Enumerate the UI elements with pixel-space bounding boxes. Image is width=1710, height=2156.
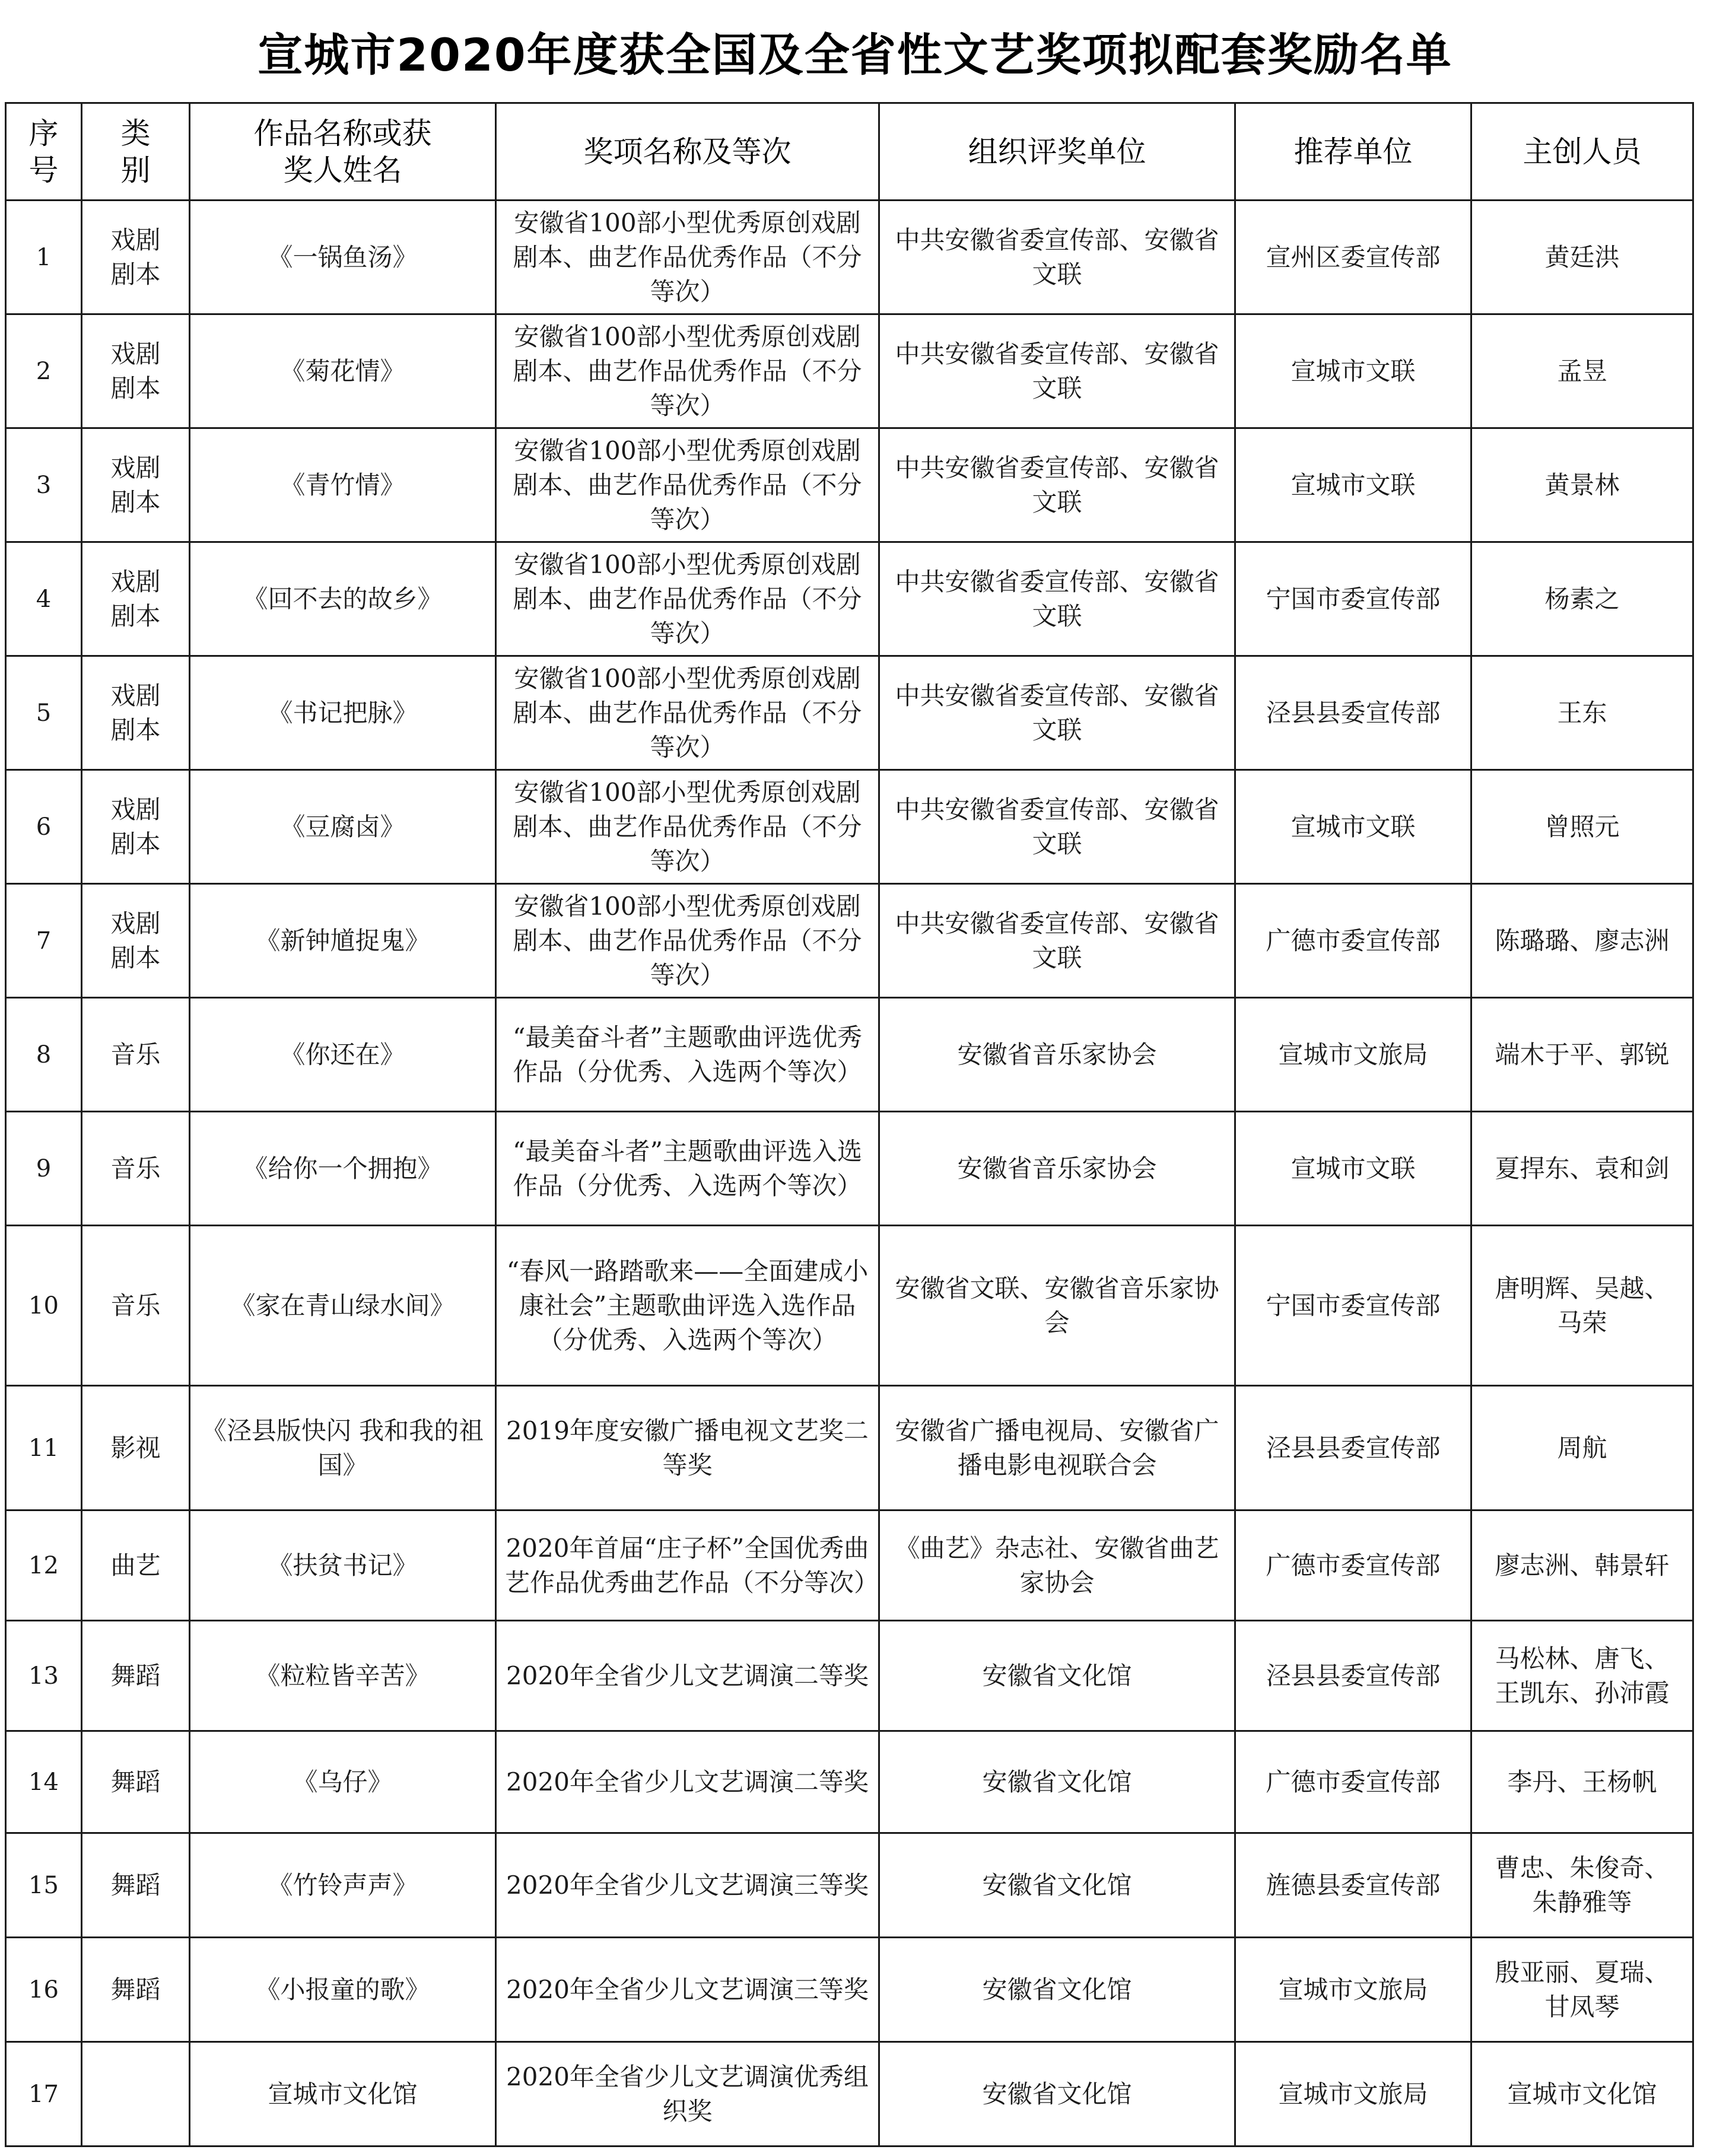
cell-award: 2020年全省少儿文艺调演优秀组织奖	[496, 2042, 879, 2147]
cell-category: 舞蹈	[82, 1938, 190, 2042]
cell-index: 7	[6, 884, 82, 998]
cell-recommender: 宣城市文联	[1235, 428, 1471, 542]
cell-recommender: 广德市委宣传部	[1235, 1511, 1471, 1621]
cell-recommender: 宣州区委宣传部	[1235, 201, 1471, 314]
cell-index: 2	[6, 314, 82, 428]
cell-award: 2020年全省少儿文艺调演二等奖	[496, 1621, 879, 1731]
cell-creators: 李丹、王杨帆	[1471, 1731, 1693, 1833]
cell-recommender: 宣城市文旅局	[1235, 1938, 1471, 2042]
cell-work: 《回不去的故乡》	[190, 542, 496, 656]
cell-work: 《新钟馗捉鬼》	[190, 884, 496, 998]
cell-index: 4	[6, 542, 82, 656]
cell-award: 2020年全省少儿文艺调演三等奖	[496, 1938, 879, 2042]
cell-category: 舞蹈	[82, 1731, 190, 1833]
cell-award: 安徽省100部小型优秀原创戏剧剧本、曲艺作品优秀作品（不分等次）	[496, 770, 879, 884]
cell-work: 宣城市文化馆	[190, 2042, 496, 2147]
cell-award: “春风一路踏歌来——全面建成小康社会”主题歌曲评选入选作品（分优秀、入选两个等次）	[496, 1226, 879, 1386]
cell-creators: 曾照元	[1471, 770, 1693, 884]
cell-work: 《粒粒皆辛苦》	[190, 1621, 496, 1731]
table-row	[6, 1112, 1693, 1226]
cell-organizer: 安徽省文联、安徽省音乐家协会	[879, 1226, 1235, 1386]
table-row	[6, 1833, 1693, 1938]
cell-creators: 王东	[1471, 656, 1693, 770]
cell-organizer: 中共安徽省委宣传部、安徽省文联	[879, 314, 1235, 428]
cell-organizer: 安徽省文化馆	[879, 1833, 1235, 1938]
cell-organizer: 安徽省文化馆	[879, 1938, 1235, 2042]
cell-index: 17	[6, 2042, 82, 2147]
cell-category: 影视	[82, 1386, 190, 1511]
cell-work: 《竹铃声声》	[190, 1833, 496, 1938]
award-table	[5, 102, 1694, 2147]
cell-award: 2020年全省少儿文艺调演三等奖	[496, 1833, 879, 1938]
cell-award: 安徽省100部小型优秀原创戏剧剧本、曲艺作品优秀作品（不分等次）	[496, 884, 879, 998]
cell-work: 《小报童的歌》	[190, 1938, 496, 2042]
cell-work: 《青竹情》	[190, 428, 496, 542]
cell-organizer: 安徽省文化馆	[879, 2042, 1235, 2147]
cell-index: 16	[6, 1938, 82, 2042]
cell-award: 2019年度安徽广播电视文艺奖二等奖	[496, 1386, 879, 1511]
cell-recommender: 广德市委宣传部	[1235, 1731, 1471, 1833]
header-index: 序号	[6, 103, 82, 201]
table-row	[6, 1226, 1693, 1386]
cell-organizer: 《曲艺》杂志社、安徽省曲艺家协会	[879, 1511, 1235, 1621]
cell-index: 14	[6, 1731, 82, 1833]
cell-work: 《你还在》	[190, 998, 496, 1112]
cell-category: 音乐	[82, 998, 190, 1112]
header-award: 奖项名称及等次	[496, 103, 879, 201]
cell-recommender: 宣城市文旅局	[1235, 2042, 1471, 2147]
cell-creators: 孟昱	[1471, 314, 1693, 428]
cell-award: 2020年首届“庄子杯”全国优秀曲艺作品优秀曲艺作品（不分等次）	[496, 1511, 879, 1621]
table-row	[6, 1386, 1693, 1511]
cell-category: 戏剧剧本	[82, 201, 190, 314]
cell-award: 2020年全省少儿文艺调演二等奖	[496, 1731, 879, 1833]
cell-category: 舞蹈	[82, 1621, 190, 1731]
cell-index: 9	[6, 1112, 82, 1226]
cell-index: 12	[6, 1511, 82, 1621]
cell-creators: 马松林、唐飞、王凯东、孙沛霞	[1471, 1621, 1693, 1731]
cell-award: 安徽省100部小型优秀原创戏剧剧本、曲艺作品优秀作品（不分等次）	[496, 314, 879, 428]
header-recommender: 推荐单位	[1235, 103, 1471, 201]
cell-index: 13	[6, 1621, 82, 1731]
header-category: 类别	[82, 103, 190, 201]
cell-organizer: 中共安徽省委宣传部、安徽省文联	[879, 656, 1235, 770]
cell-index: 5	[6, 656, 82, 770]
document-title: 宣城市2020年度获全国及全省性文艺奖项拟配套奖励名单	[258, 28, 1452, 81]
cell-category: 音乐	[82, 1112, 190, 1226]
cell-organizer: 中共安徽省委宣传部、安徽省文联	[879, 428, 1235, 542]
table-row	[6, 428, 1693, 542]
cell-work: 《菊花情》	[190, 314, 496, 428]
cell-award: 安徽省100部小型优秀原创戏剧剧本、曲艺作品优秀作品（不分等次）	[496, 428, 879, 542]
table-row	[6, 314, 1693, 428]
cell-category: 戏剧剧本	[82, 770, 190, 884]
cell-creators: 黄廷洪	[1471, 201, 1693, 314]
table-row	[6, 2042, 1693, 2147]
cell-award: “最美奋斗者”主题歌曲评选入选作品（分优秀、入选两个等次）	[496, 1112, 879, 1226]
table-row	[6, 542, 1693, 656]
cell-creators: 夏捍东、袁和剑	[1471, 1112, 1693, 1226]
cell-category: 戏剧剧本	[82, 428, 190, 542]
header-creators: 主创人员	[1471, 103, 1693, 201]
cell-creators: 廖志洲、韩景轩	[1471, 1511, 1693, 1621]
table-body	[6, 201, 1693, 2147]
cell-recommender: 宣城市文联	[1235, 1112, 1471, 1226]
table-row	[6, 884, 1693, 998]
cell-organizer: 中共安徽省委宣传部、安徽省文联	[879, 201, 1235, 314]
table-row	[6, 1938, 1693, 2042]
header-organizer: 组织评奖单位	[879, 103, 1235, 201]
cell-index: 3	[6, 428, 82, 542]
cell-creators: 宣城市文化馆	[1471, 2042, 1693, 2147]
cell-category: 戏剧剧本	[82, 656, 190, 770]
cell-index: 1	[6, 201, 82, 314]
cell-work: 《扶贫书记》	[190, 1511, 496, 1621]
cell-recommender: 宁国市委宣传部	[1235, 1226, 1471, 1386]
cell-creators: 殷亚丽、夏瑞、甘凤琴	[1471, 1938, 1693, 2042]
cell-category: 戏剧剧本	[82, 884, 190, 998]
cell-award: “最美奋斗者”主题歌曲评选优秀作品（分优秀、入选两个等次）	[496, 998, 879, 1112]
cell-category	[82, 2042, 190, 2147]
cell-creators: 端木于平、郭锐	[1471, 998, 1693, 1112]
cell-organizer: 中共安徽省委宣传部、安徽省文联	[879, 542, 1235, 656]
cell-award: 安徽省100部小型优秀原创戏剧剧本、曲艺作品优秀作品（不分等次）	[496, 656, 879, 770]
cell-organizer: 安徽省广播电视局、安徽省广播电影电视联合会	[879, 1386, 1235, 1511]
cell-work: 《给你一个拥抱》	[190, 1112, 496, 1226]
cell-organizer: 安徽省文化馆	[879, 1731, 1235, 1833]
cell-index: 15	[6, 1833, 82, 1938]
cell-organizer: 安徽省音乐家协会	[879, 1112, 1235, 1226]
cell-category: 舞蹈	[82, 1833, 190, 1938]
cell-award: 安徽省100部小型优秀原创戏剧剧本、曲艺作品优秀作品（不分等次）	[496, 201, 879, 314]
cell-work: 《豆腐卤》	[190, 770, 496, 884]
cell-work: 《书记把脉》	[190, 656, 496, 770]
cell-category: 曲艺	[82, 1511, 190, 1621]
cell-recommender: 宣城市文联	[1235, 314, 1471, 428]
cell-index: 6	[6, 770, 82, 884]
header-work: 作品名称或获奖人姓名	[190, 103, 496, 201]
table-row	[6, 201, 1693, 314]
cell-recommender: 泾县县委宣传部	[1235, 1386, 1471, 1511]
table-row	[6, 1621, 1693, 1731]
cell-organizer: 中共安徽省委宣传部、安徽省文联	[879, 884, 1235, 998]
cell-work: 《一锅鱼汤》	[190, 201, 496, 314]
cell-creators: 周航	[1471, 1386, 1693, 1511]
cell-creators: 曹忠、朱俊奇、朱静雅等	[1471, 1833, 1693, 1938]
cell-recommender: 广德市委宣传部	[1235, 884, 1471, 998]
cell-work: 《乌仔》	[190, 1731, 496, 1833]
cell-category: 戏剧剧本	[82, 542, 190, 656]
cell-creators: 杨素之	[1471, 542, 1693, 656]
cell-index: 10	[6, 1226, 82, 1386]
table-row	[6, 1511, 1693, 1621]
cell-recommender: 旌德县委宣传部	[1235, 1833, 1471, 1938]
table-row	[6, 998, 1693, 1112]
cell-recommender: 宁国市委宣传部	[1235, 542, 1471, 656]
cell-recommender: 宣城市文旅局	[1235, 998, 1471, 1112]
cell-creators: 唐明辉、吴越、马荣	[1471, 1226, 1693, 1386]
cell-organizer: 中共安徽省委宣传部、安徽省文联	[879, 770, 1235, 884]
cell-recommender: 泾县县委宣传部	[1235, 1621, 1471, 1731]
cell-work: 《泾县版快闪 我和我的祖国》	[190, 1386, 496, 1511]
cell-category: 戏剧剧本	[82, 314, 190, 428]
cell-creators: 黄景林	[1471, 428, 1693, 542]
cell-category: 音乐	[82, 1226, 190, 1386]
cell-organizer: 安徽省音乐家协会	[879, 998, 1235, 1112]
table-row	[6, 770, 1693, 884]
cell-recommender: 宣城市文联	[1235, 770, 1471, 884]
cell-creators: 陈璐璐、廖志洲	[1471, 884, 1693, 998]
cell-index: 11	[6, 1386, 82, 1511]
cell-index: 8	[6, 998, 82, 1112]
cell-work: 《家在青山绿水间》	[190, 1226, 496, 1386]
cell-recommender: 泾县县委宣传部	[1235, 656, 1471, 770]
table-header-row	[6, 103, 1693, 201]
table-row	[6, 656, 1693, 770]
cell-organizer: 安徽省文化馆	[879, 1621, 1235, 1731]
cell-award: 安徽省100部小型优秀原创戏剧剧本、曲艺作品优秀作品（不分等次）	[496, 542, 879, 656]
table-row	[6, 1731, 1693, 1833]
